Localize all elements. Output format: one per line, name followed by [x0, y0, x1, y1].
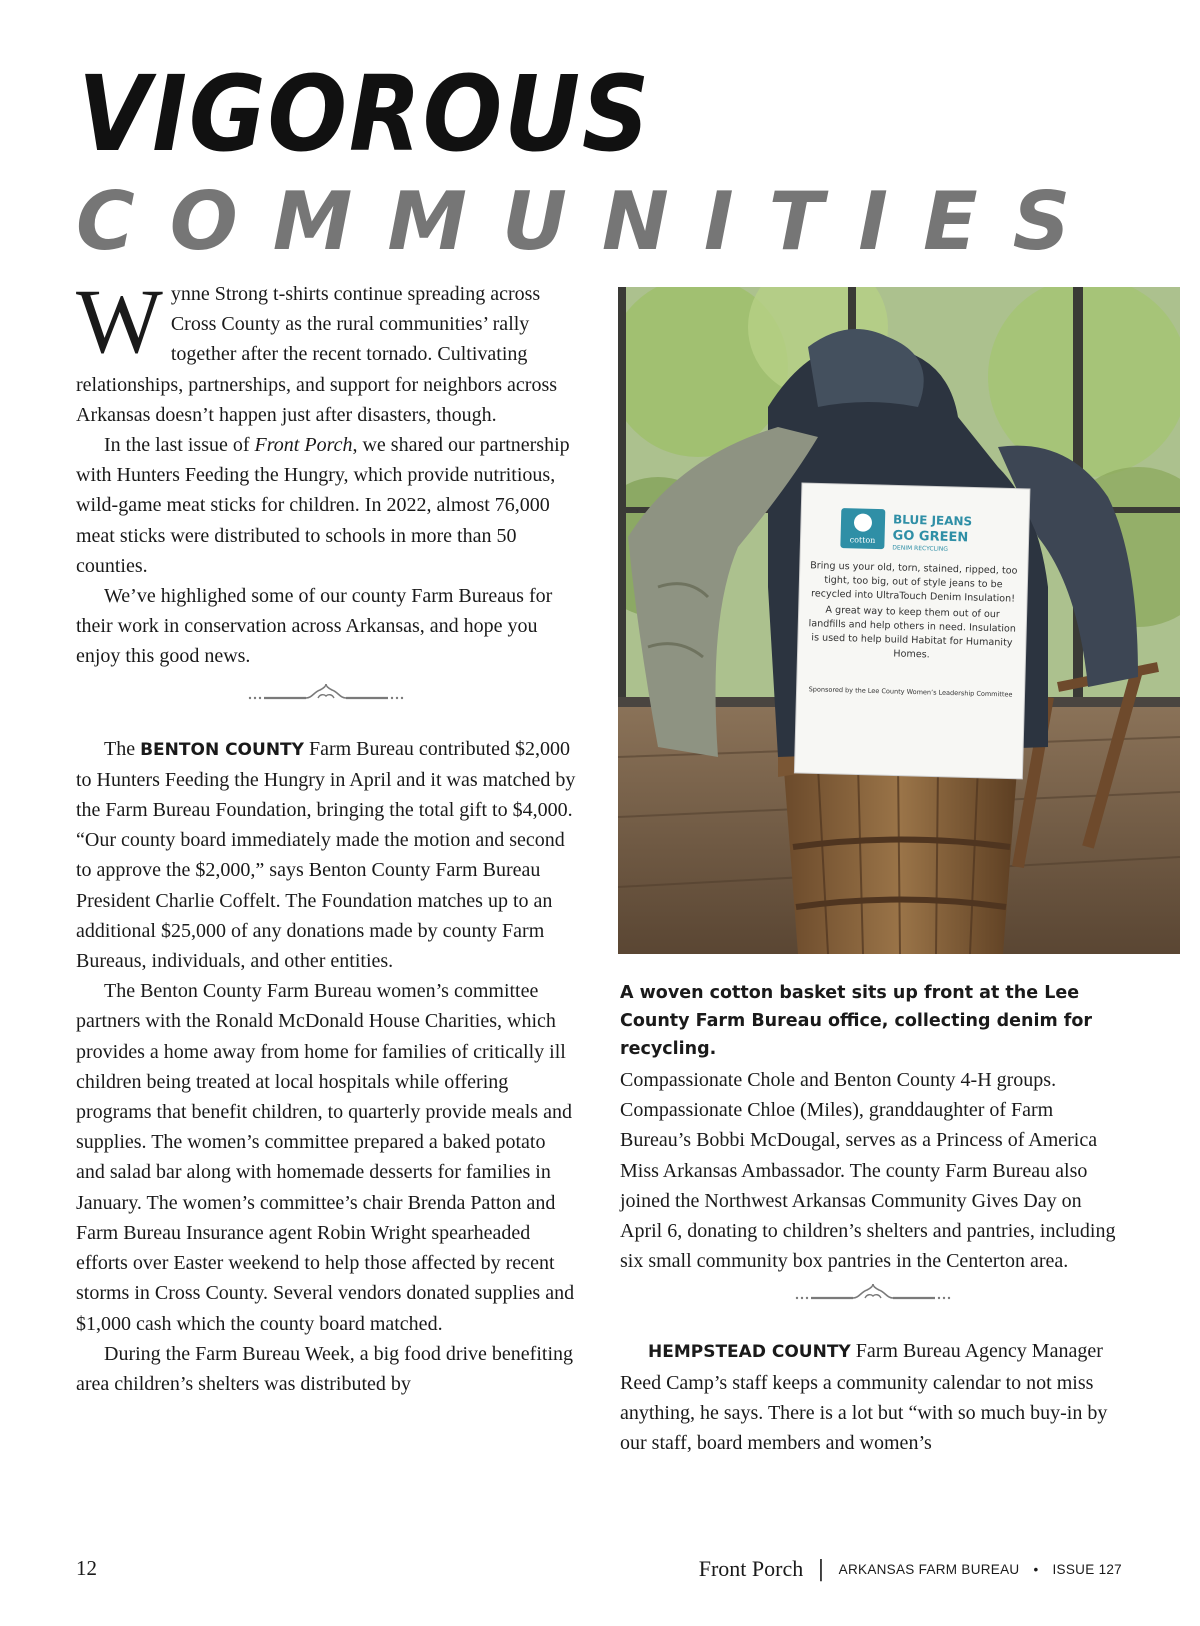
denim-basket-photo: [618, 287, 1180, 954]
right-paragraph-1: Compassionate Chole and Benton County 4-H groups. Compassionate Chloe (Miles), granddaughter of Farm Bureau’s Bobbi McDougal, serves as a Princess of America Miss Arkansas Ambassador. The county Farm Bureau also joined the Northwest Arkansas Community Gives Day on April 6, donating to children’s shelters and pantries, including six small community box pantries in the Centerton area.: [620, 1069, 1116, 1273]
sign-body-2: A great way to keep them out of our landfills and help others in need. Insulation is used to help build Habitat for Humanity Homes.: [808, 604, 1017, 661]
footer-issue: ISSUE 127: [1052, 1561, 1122, 1577]
page-title: VIGOROUS: [78, 53, 652, 175]
footer-org: ARKANSAS FARM BUREAU: [838, 1561, 1020, 1577]
page-number: 12: [76, 1556, 97, 1580]
page-subtitle: COMMUNITIES: [76, 175, 1106, 268]
intro-paragraph-2: In the last issue of Front Porch, we shared our partnership with Hunters Feeding the Hungry, which provide nutritious, wild-game meat sticks for children. In 2022, almost 76,000 meat sticks were distributed to schools in more than 50 counties.: [76, 434, 570, 577]
right-column: [620, 1065, 1125, 1458]
benton-paragraph-1: The BENTON COUNTY Farm Bureau contributed $2,000 to Hunters Feeding the Hungry in April and it was matched by the Farm Bureau Foundation, bringing the total gift to $4,000. “Our county board immediately made the motion and second to approve the $2,000,” says Benton County Farm Bureau President Charlie Coffelt. The Foundation matches up to an additional $25,000 of any donations made by county Farm Bureaus, individuals, and other entities.: [76, 737, 576, 973]
county-name-hempstead: HEMPSTEAD COUNTY: [648, 1342, 851, 1363]
photo-caption: A woven cotton basket sits up front at the Lee County Farm Bureau office, collecting denim for recycling.: [620, 983, 1093, 1059]
sign-brand-sub: DENIM RECYCLING: [892, 544, 948, 553]
ornament-divider-icon: [246, 682, 406, 710]
left-column: [76, 270, 576, 1399]
ornament-divider-icon: [793, 1282, 953, 1310]
county-name-benton: BENTON COUNTY: [140, 739, 304, 760]
footer-separator: |: [817, 1556, 825, 1582]
publication-name: Front Porch: [254, 434, 353, 457]
drop-cap: W: [76, 270, 163, 372]
sign-sponsor: Sponsored by the Lee County Women’s Leadership Committee: [808, 685, 1013, 699]
sign-body-1: Bring us your old, torn, stained, ripped, too tight, too big, out of style jeans to be recycled into UltraTouch Denim Insulation!: [810, 560, 1018, 605]
intro-paragraph: Wynne Strong t-shirts continue spreading across Cross County as the rural communities’ rally together after the recent tornado. Cultivating relationships, partnerships, and support for neighbors across Arkansas doesn’t happen just after disasters, though.: [76, 270, 558, 426]
footer-publication-name: Front Porch: [698, 1556, 804, 1581]
footer-dot: •: [1033, 1561, 1039, 1577]
footer-publication: [699, 1556, 1122, 1582]
benton-paragraph-2: The Benton County Farm Bureau women’s committee partners with the Ronald McDonald House Charities, which provides a home away from home for families of critically ill children being treated at local hospitals while offering programs that benefit children, to quarterly provide meals and supplies. The women’s committee prepared a baked potato and salad bar along with homemade desserts for families in January. The women’s committee’s chair Brenda Patton and Farm Bureau Insurance agent Robin Wright spearheaded efforts over Easter weekend to help those affected by recent storms in Cross County. Several vendors donated supplies and $1,000 cash which the county board matched.: [76, 980, 575, 1335]
intro-paragraph-3: We’ve highlighed some of our county Farm Bureaus for their work in conservation across Arkansas, and hope you enjoy this good news.: [76, 585, 553, 668]
sign-brand-line1: BLUE JEANS: [892, 512, 973, 529]
hempstead-paragraph: HEMPSTEAD COUNTY Farm Bureau Agency Manager Reed Camp’s staff keeps a community calendar to not miss anything, he says. There is a lot but “with so much buy-in by our staff, board members and women’s: [620, 1340, 1108, 1455]
sign-logo-text: cotton: [849, 535, 876, 545]
sign-brand-line2: GO GREEN: [892, 528, 969, 546]
benton-paragraph-3: During the Farm Bureau Week, a big food drive benefiting area children’s shelters was distributed by: [76, 1342, 574, 1395]
photo-illustration: [618, 287, 1180, 954]
